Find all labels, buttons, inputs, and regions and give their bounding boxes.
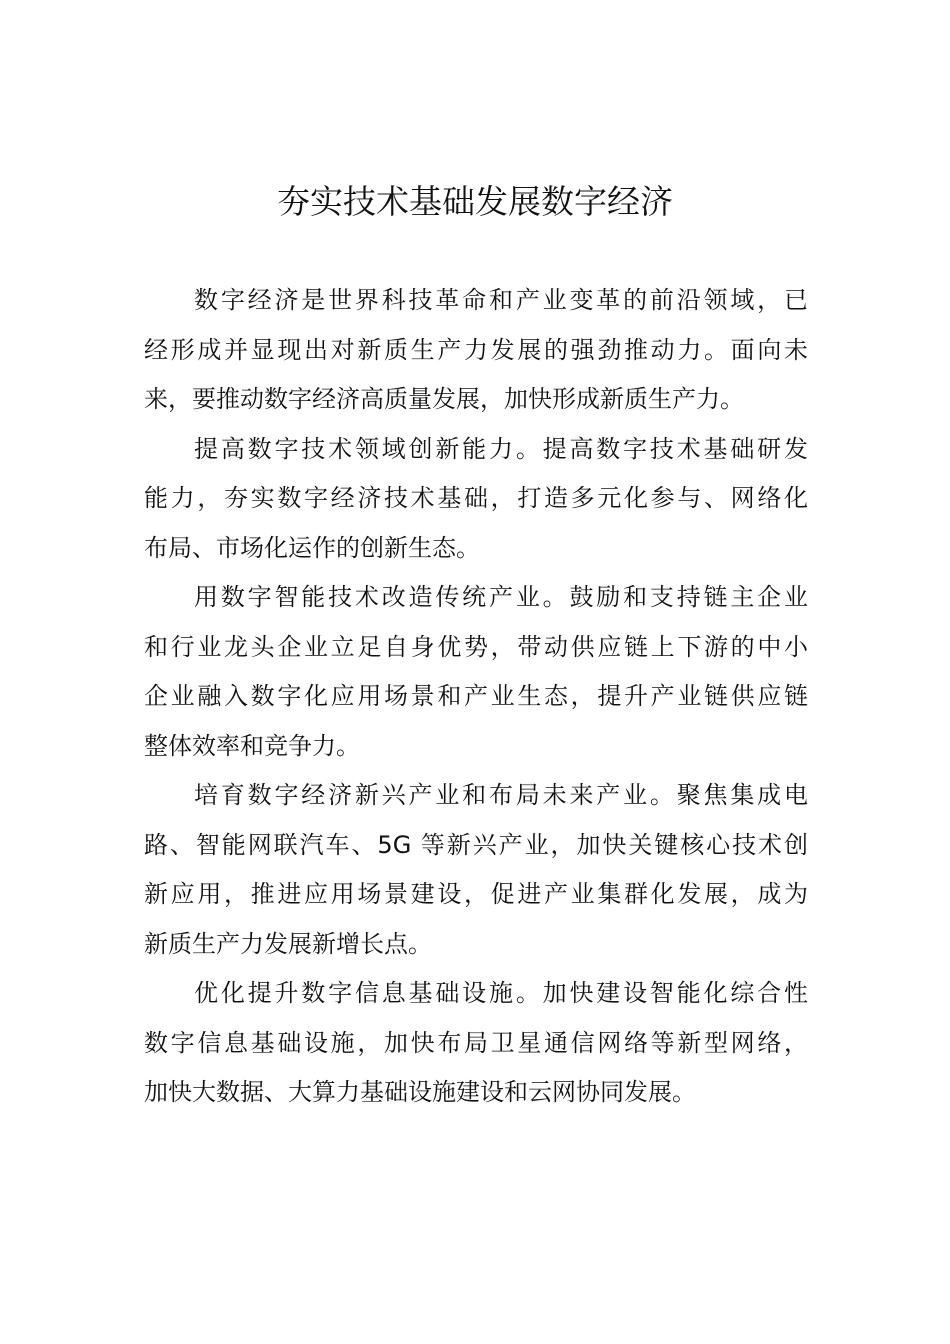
paragraph-line: 用数字智能技术改造传统产业。鼓励和支持链主企业 <box>194 583 808 611</box>
paragraph-4 <box>144 771 808 969</box>
paragraph-line: 来，要推动数字经济高质量发展，加快形成新质生产力。 <box>144 385 744 413</box>
paragraph-line: 数字信息基础设施，加快布局卫星通信网络等新型网络， <box>144 1028 808 1057</box>
paragraph-line: 企业融入数字化应用场景和产业生态，提升产业链供应链 <box>144 682 808 710</box>
document-body <box>144 276 808 1118</box>
paragraph-line: 新质生产力发展新增长点。 <box>144 929 432 958</box>
paragraph-5 <box>144 969 808 1118</box>
paragraph-line: 培育数字经济新兴产业和布局未来产业。聚焦集成电 <box>194 781 808 809</box>
paragraph-line: 经形成并显现出对新质生产力发展的强劲推动力。面向未 <box>144 335 808 364</box>
paragraph-line: 布局、市场化运作的创新生态。 <box>144 533 480 562</box>
paragraph-line: 和行业龙头企业立足自身优势，带动供应链上下游的中小 <box>144 632 808 661</box>
paragraph-line: 整体效率和竞争力。 <box>144 731 360 760</box>
paragraph-2 <box>144 425 808 574</box>
paragraph-1 <box>144 276 808 425</box>
paragraph-3 <box>144 573 808 771</box>
paragraph-line: 优化提升数字信息基础设施。加快建设智能化综合性 <box>194 979 808 1007</box>
paragraph-line: 能力，夯实数字经济技术基础，打造多元化参与、网络化 <box>144 484 808 512</box>
paragraph-line: 新应用，推进应用场景建设，促进产业集群化发展，成为 <box>144 880 808 908</box>
document-title: 夯实技术基础发展数字经济 <box>277 182 673 221</box>
paragraph-line: 加快大数据、大算力基础设施建设和云网协同发展。 <box>144 1078 696 1106</box>
paragraph-line: 数字经济是世界科技革命和产业变革的前沿领域，已 <box>194 286 808 314</box>
paragraph-line: 路、智能网联汽车、5G 等新兴产业，加快关键核心技术创 <box>144 830 808 859</box>
paragraph-line: 提高数字技术领域创新能力。提高数字技术基础研发 <box>194 434 808 463</box>
